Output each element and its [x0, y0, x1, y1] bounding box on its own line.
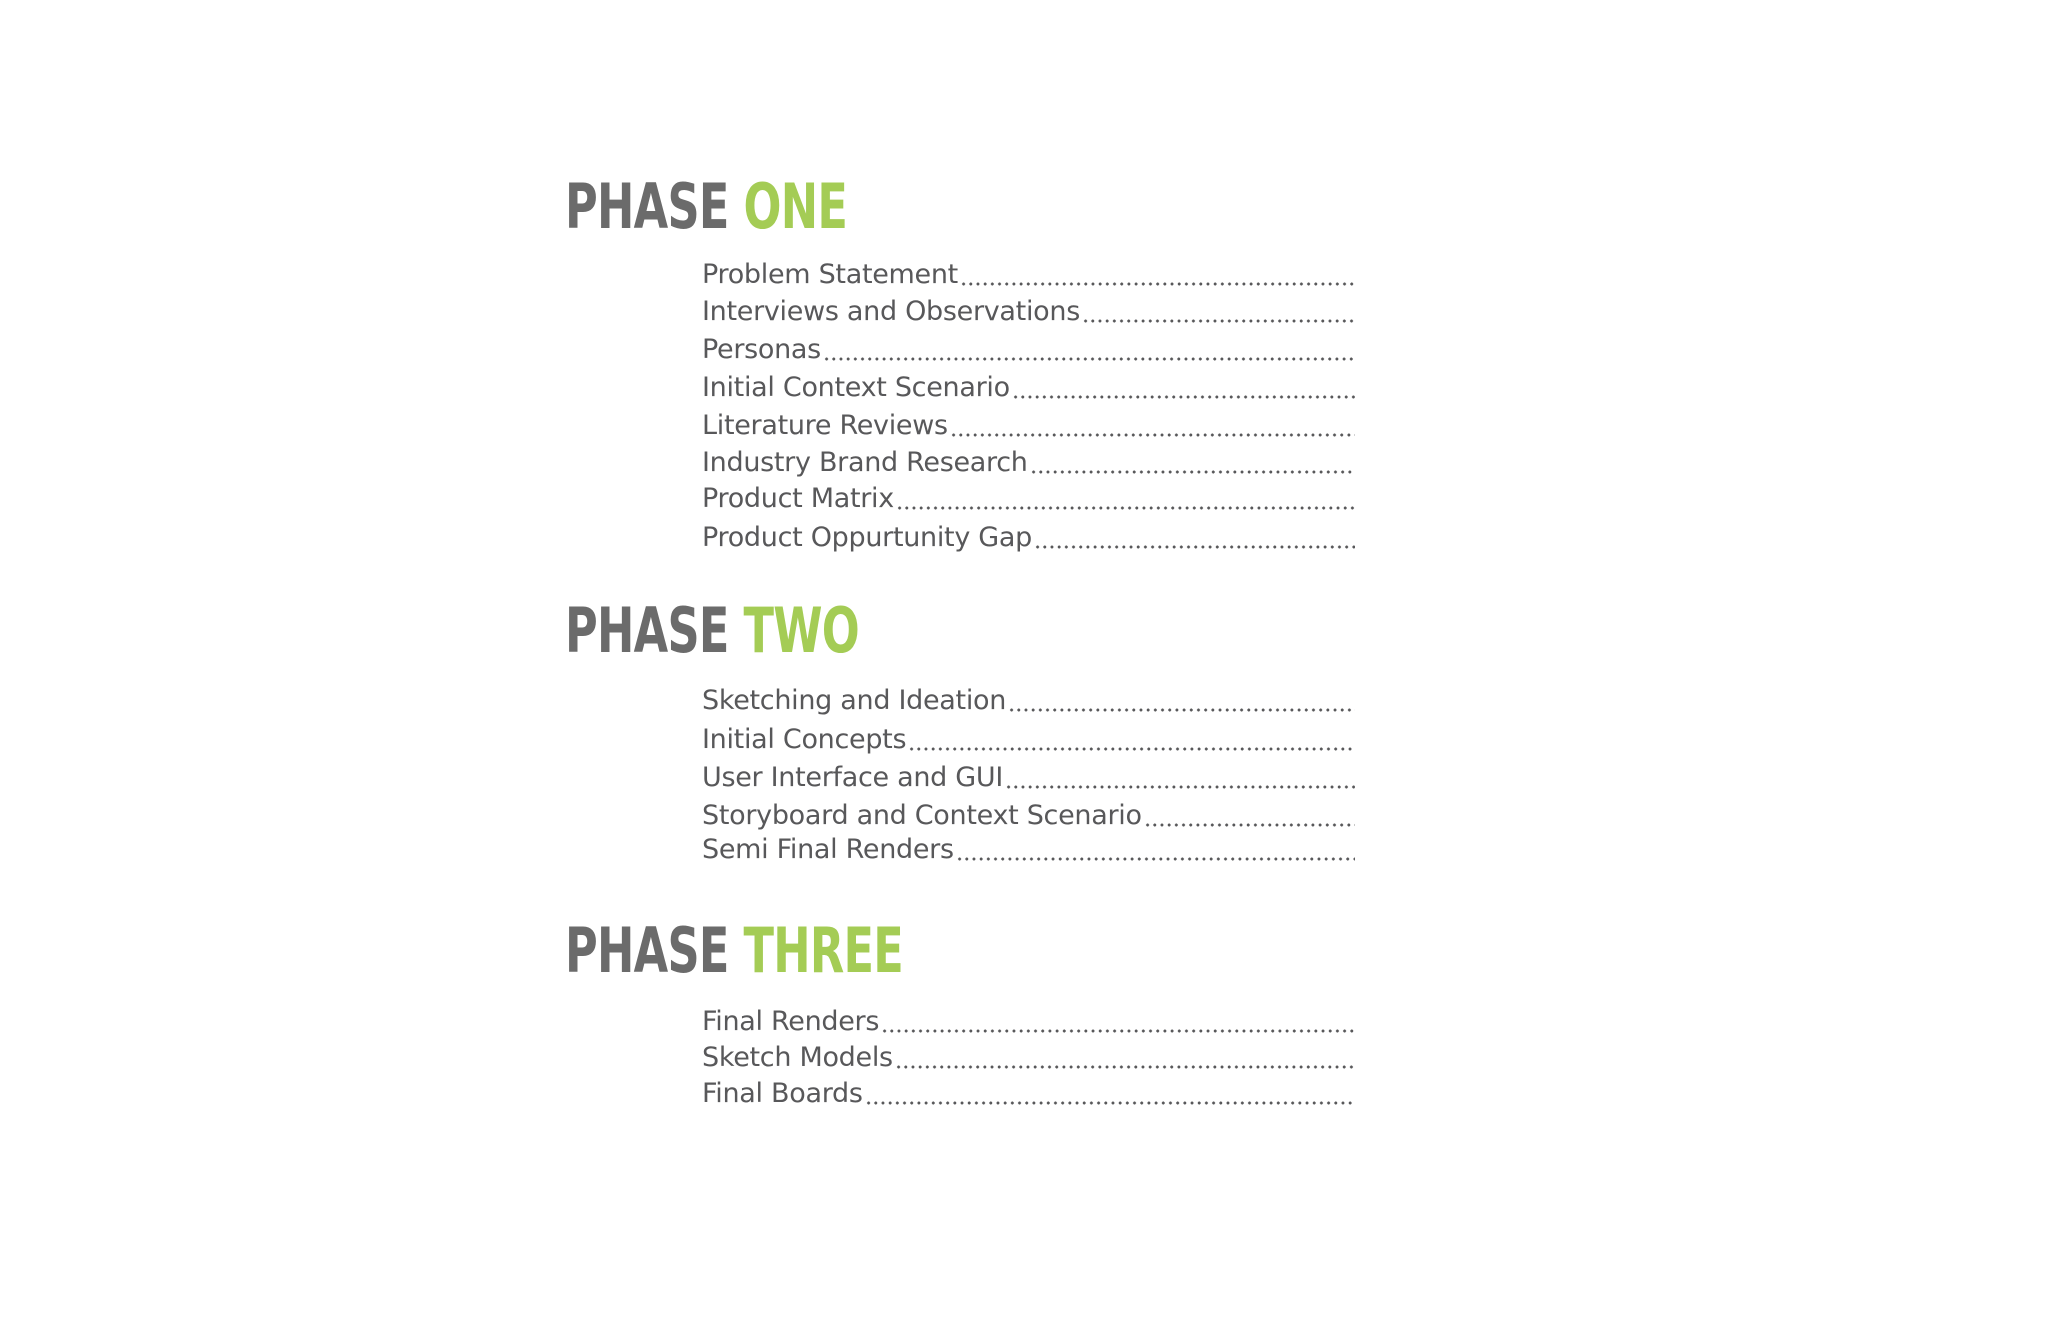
dot-leader	[896, 506, 1355, 510]
dot-leader	[823, 357, 1355, 361]
toc-entry-label: Interviews and Observations	[702, 296, 1080, 327]
toc-entry-label: Industry Brand Research	[702, 447, 1028, 478]
dot-leader	[1008, 708, 1355, 712]
phase-three-title-word: PHASE	[565, 914, 729, 987]
toc-entry[interactable]	[702, 369, 1355, 405]
toc-entry[interactable]	[702, 293, 1355, 329]
phase-two-title	[565, 596, 859, 666]
dot-leader	[895, 1065, 1355, 1069]
toc-entry[interactable]	[702, 256, 1355, 292]
toc-entry-label: User Interface and GUI	[702, 762, 1004, 793]
toc-entry-label: Problem Statement	[702, 259, 958, 290]
toc-entry[interactable]	[702, 682, 1355, 718]
phase-three-title-number: THREE	[743, 914, 904, 987]
toc-entry[interactable]	[702, 407, 1355, 443]
dot-leader	[956, 857, 1355, 861]
toc-entry-label: Initial Context Scenario	[702, 372, 1010, 403]
toc-entry-label: Initial Concepts	[702, 724, 907, 755]
toc-entry-label: Storyboard and Context Scenario	[702, 800, 1142, 831]
toc-entry-label: Product Oppurtunity Gap	[702, 522, 1033, 553]
dot-leader	[908, 747, 1355, 751]
phase-three-title	[565, 916, 903, 986]
toc-entry-label: Semi Final Renders	[702, 834, 954, 865]
toc-entry-label: Product Matrix	[702, 483, 894, 514]
dot-leader	[1082, 319, 1355, 323]
phase-one-title-number: ONE	[743, 170, 848, 243]
toc-entry[interactable]	[702, 831, 1355, 867]
toc-entry-label: Sketch Models	[702, 1042, 893, 1073]
phase-one-title-word: PHASE	[565, 170, 729, 243]
dot-leader	[950, 433, 1355, 437]
phase-two-title-word: PHASE	[565, 594, 729, 667]
toc-entry[interactable]	[702, 480, 1355, 516]
toc-entry-label: Sketching and Ideation	[702, 685, 1007, 716]
toc-entry[interactable]	[702, 759, 1355, 795]
dot-leader	[960, 282, 1355, 286]
phase-one-title	[565, 172, 847, 242]
phase-two-title-number: TWO	[743, 594, 859, 667]
toc-entry[interactable]	[702, 1003, 1355, 1039]
toc-entry[interactable]	[702, 1039, 1355, 1075]
toc-entry[interactable]	[702, 444, 1355, 480]
toc-entry[interactable]	[702, 331, 1355, 367]
toc-entry-label: Personas	[702, 334, 821, 365]
toc-entry-label: Final Renders	[702, 1006, 880, 1037]
toc-entry[interactable]	[702, 721, 1355, 757]
toc-entry[interactable]	[702, 519, 1355, 555]
dot-leader	[1144, 823, 1355, 827]
dot-leader	[865, 1101, 1355, 1105]
dot-leader	[1034, 545, 1355, 549]
toc-entry-label: Literature Reviews	[702, 410, 948, 441]
toc-entry-label: Final Boards	[702, 1078, 863, 1109]
dot-leader	[1012, 395, 1355, 399]
toc-entry[interactable]	[702, 1075, 1355, 1111]
dot-leader	[1005, 785, 1355, 789]
dot-leader	[1030, 470, 1355, 474]
dot-leader	[881, 1029, 1355, 1033]
toc-entry[interactable]	[702, 797, 1355, 833]
